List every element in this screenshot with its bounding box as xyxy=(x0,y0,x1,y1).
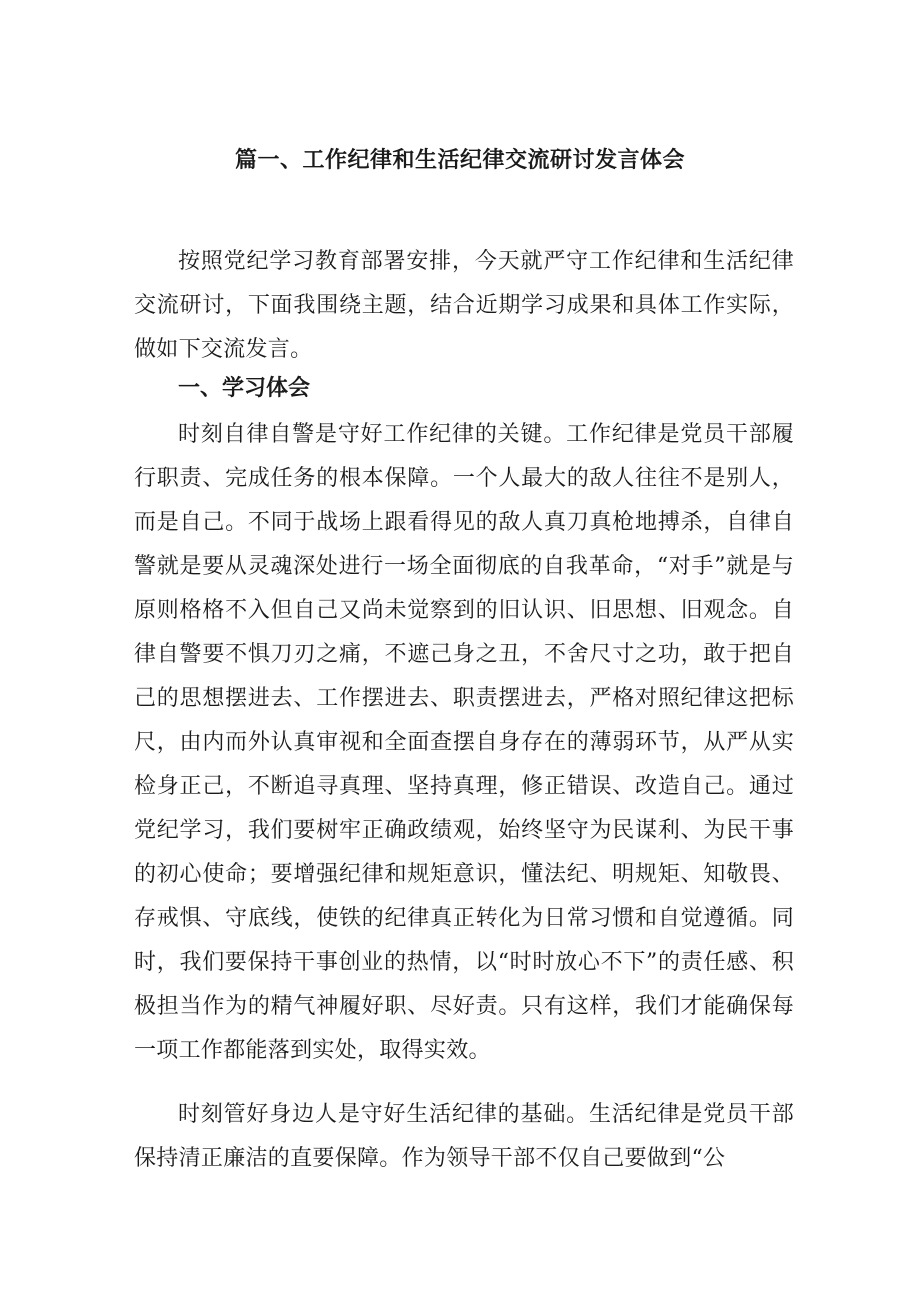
life-discipline-paragraph: 时刻管好身边人是守好生活纪律的基础。生活纪律是党员干部保持清正廉洁的直要保障。作为领导干部不仅自己要做到“公 xyxy=(134,1102,794,1171)
document-title: 篇一、工作纪律和生活纪律交流研讨发言体会 xyxy=(234,147,685,173)
work-discipline-paragraph: 时刻自律自警是守好工作纪律的关键。工作纪律是党员干部履行职责、完成任务的根本保障。一个人最大的敌人往往不是别人，而是自己。不同于战场上跟看得见的敌人真刀真枪地搏杀，自律自警就是要从灵魂深处进行一场全面彻底的自我革命，“对手”就是与原则格格不入但自己又尚未觉察到的旧认识、旧思想、旧观念。自律自警要不惧刀刃之痛，不遮己身之丑，不舍尺寸之功，敢于把自己的思想摆进去、工作摆进去、职责摆进去，严格对照纪律这把标尺，由内而外认真审视和全面查摆自身存在的薄弱环节，从严从实检身正己，不断追寻真理、坚持真理，修正错误、改造自己。通过党纪学习，我们要树牢正确政绩观，始终坚守为民谋利、为民干事的初心使命；要增强纪律和规矩意识，懂法纪、明规矩、知敬畏、存戒惧、守底线，使铁的纪律真正转化为日常习惯和自觉遵循。同时，我们要保持干事创业的热情，以“时时放心不下”的责任感、积极担当作为的精气神履好职、尽好责。只有这样，我们才能确保每一项工作都能落到实处，取得实效。 xyxy=(134,422,794,1063)
intro-paragraph: 按照党纪学习教育部署安排，今天就严守工作纪律和生活纪律交流研讨，下面我围绕主题，结合近期学习成果和具体工作实际，做如下交流发言。 xyxy=(134,249,794,362)
section-heading-study-experience: 一、学习体会 xyxy=(178,375,311,401)
